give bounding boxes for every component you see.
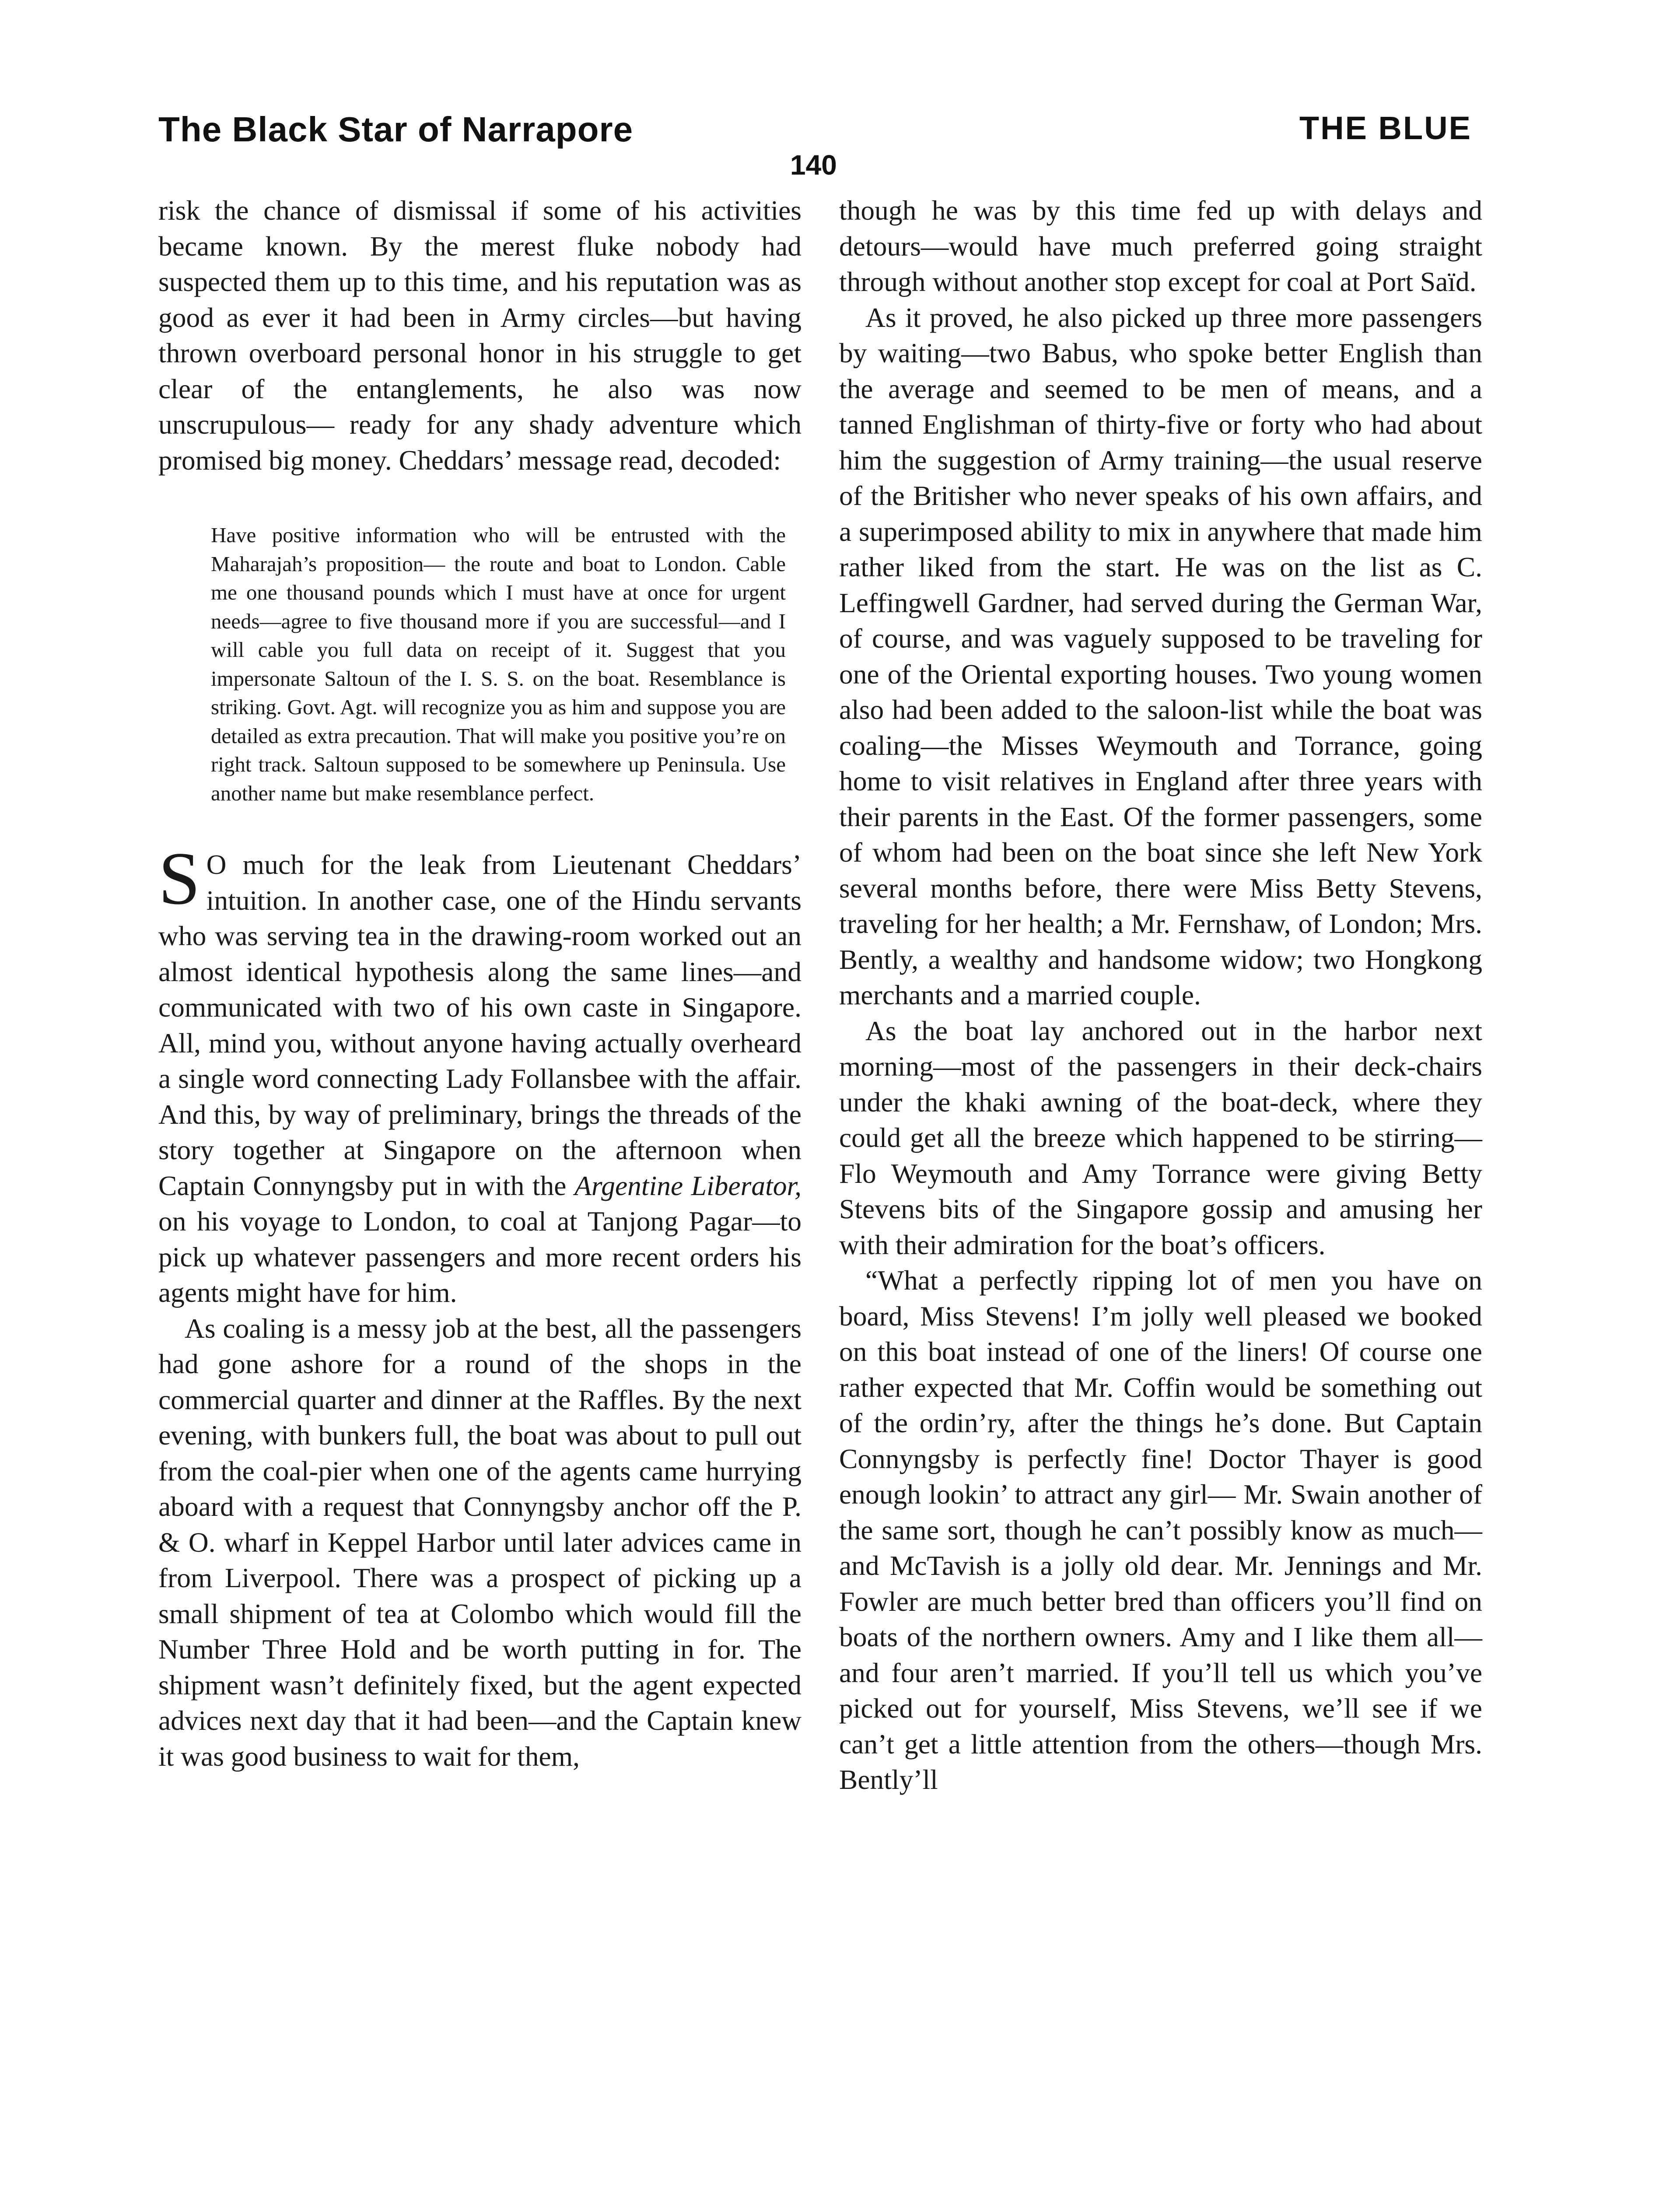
drop-cap: S bbox=[158, 837, 200, 920]
paragraph: As the boat lay anchored out in the harbor next morning—most of the passengers in their deck-chairs under the khaki awning of the boat-deck, where they could get all the breeze which happened to be stirring—Flo Weymouth and Amy Torrance were giving Betty Stevens bits of the Singapore gossip and amusing her with their admiration for the boat’s officers. bbox=[839, 1015, 1482, 1260]
magazine-name: THE BLUE bbox=[1299, 110, 1472, 146]
paragraph: though he was by this time fed up with delays and detours—would have much preferred going straight through without another stop except for coal at Port Saïd. bbox=[839, 195, 1482, 297]
paragraph: risk the chance of dismissal if some of his activities became known. By the merest fluke nobody had suspected them up to this time, and his reputation was as good as ever it had been in Army circles—but having thrown overboard personal honor in his struggle to get clear of the entanglements, he also was now unscrupulous— ready for any shady adventure which promised big money. Cheddars’ message read, decoded: bbox=[158, 195, 802, 476]
paragraph-dropcap bbox=[158, 837, 802, 1311]
paragraph: “What a perfectly ripping lot of men you have on board, Miss Stevens! I’m jolly well pleased we booked on this boat instead of one of the liners! Of course one rather expected that Mr. Coffin would be something out of the ordin’ry, after the things he’s done. But Captain Connyngsby is perfectly fine! Doctor Thayer is good enough lookin’ to attract any girl— Mr. Swain another of the same sort, though he can’t possibly know as much—and McTavish is a jolly old dear. Mr. Jennings and Mr. Fowler are much better bred than officers you’ll find on boats of the northern owners. Amy and I like them all—and four aren’t married. If you’ll tell us which you’ve picked out for yourself, Miss Stevens, we’ll see if we can’t get a little attention from the others—though Mrs. Bently’ll bbox=[839, 1265, 1482, 1795]
cable-message-quote: Have positive information who will be entrusted with the Maharajah’s proposition— the route and boat to London. Cable me one thousand pounds which I must have at once for urgent needs—agree to five thousand more if you are successful—and I will cable you full data on receipt of it. Suggest that you impersonate Saltoun of the I. S. S. on the boat. Resemblance is striking. Govt. Agt. will recognize you as him and suppose you are detailed as extra precaution. That will make you positive you’re on right track. Saltoun supposed to be somewhere up Peninsula. Use another name but make resemblance perfect. bbox=[211, 523, 786, 805]
ship-name: Argentine Liberator, bbox=[574, 1170, 802, 1201]
article-title: The Black Star of Narrapore bbox=[158, 110, 634, 149]
paragraph-text: O much for the leak from Lieutenant Cheddars’ intuition. In another case, one of the Hindu servants who was serving tea in the drawing-room worked out an almost identical hypothesis along the same lines—and communicated with two of his own caste in Singapore. All, mind you, without anyone having actually overheard a single word connecting Lady Follansbee with the affair. And this, by way of preliminary, brings the threads of the story together at Singapore on the afternoon when Captain Connyngsby put in with the bbox=[158, 849, 802, 1201]
paragraph: As it proved, he also picked up three more passengers by waiting—two Babus, who spoke better English than the average and seemed to be men of means, and a tanned Englishman of thirty-five or forty who had about him the suggestion of Army training—the usual reserve of the Britisher who never speaks of his own affairs, and a superimposed ability to mix in anywhere that made him rather liked from the start. He was on the list as C. Leffingwell Gardner, had served during the German War, of course, and was vaguely supposed to be traveling for one of the Oriental exporting houses. Two young women also had been added to the saloon-list while the boat was coaling—the Misses Weymouth and Torrance, going home to visit relatives in England after three years with their parents in the East. Of the former passengers, some of whom had been on the boat since she left New York several months before, there were Miss Betty Stevens, traveling for her health; a Mr. Fernshaw, of London; Mrs. Bently, a wealthy and handsome widow; two Hongkong merchants and a married couple. bbox=[839, 302, 1482, 1010]
right-column bbox=[839, 193, 1482, 1798]
left-column bbox=[158, 193, 802, 1774]
paragraph-text: on his voyage to London, to coal at Tanjong Pagar—to pick up whatever passengers and more recent orders his agents might have for him. bbox=[158, 1206, 802, 1308]
page-number: 140 bbox=[790, 149, 837, 181]
paragraph: As coaling is a messy job at the best, all the passengers had gone ashore for a round of the shops in the commercial quarter and dinner at the Raffles. By the next evening, with bunkers full, the boat was about to pull out from the coal-pier when one of the agents came hurrying aboard with a request that Connyngsby anchor off the P. & O. wharf in Keppel Harbor until later advices came in from Liverpool. There was a prospect of picking up a small shipment of tea at Colombo which would fill the Number Three Hold and be worth putting in for. The shipment wasn’t definitely fixed, but the agent expected advices next day that it had been—and the Captain knew it was good business to wait for them, bbox=[158, 1312, 802, 1772]
